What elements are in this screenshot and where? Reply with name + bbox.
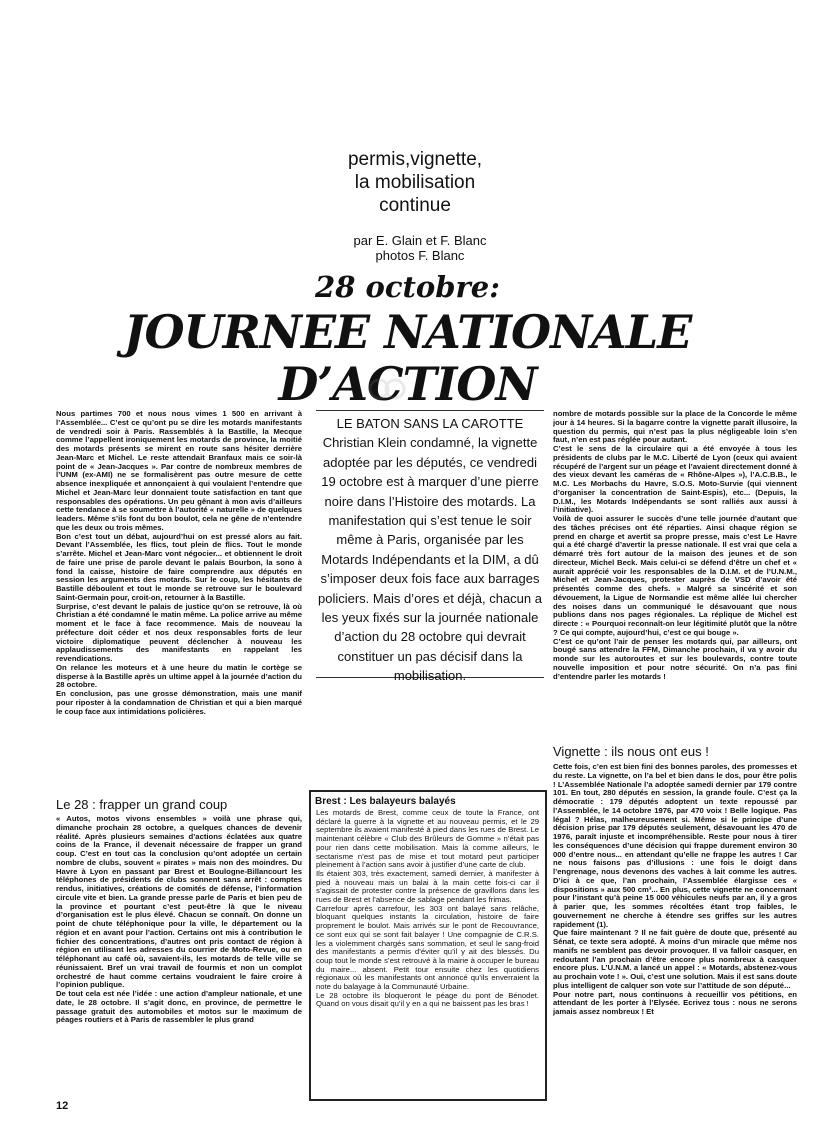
paragraph: En conclusion, pas une grosse démonstration, mais une manif pour riposter à la condamnation de Christian et qui a bien marqué le coup face aux intimidations policières.	[56, 689, 302, 716]
headline-line: la mobilisation	[354, 172, 476, 193]
brest-sidebar	[309, 790, 547, 1101]
left-column-b	[56, 815, 302, 1090]
paragraph: Les motards de Brest, comme ceux de toute la France, ont déclaré la guerre à la vignette et au nouveau permis, et le 29 septembre ils avaient manifesté à pied dans les rues de Brest. Le maintenant célèbre « Club des Brûleurs de Gomme » n’était pas pour rien dans cette mobilisation. Mais là comme ailleurs, le sectarisme n’est pas de mise et tout motard peut participer pleinement à l’action sans avoir à justifier d’une carte de club.	[316, 809, 539, 870]
watermark-logo-icon	[367, 377, 407, 401]
right-column-b	[553, 763, 797, 1103]
headline-line: permis,vignette,	[347, 149, 483, 170]
subhead-left: Le 28 : frapper un grand coup	[56, 797, 228, 812]
right-column	[553, 410, 797, 723]
subhead-right: Vignette : ils nous ont eus !	[553, 744, 709, 759]
date-title: 28 octobre:	[315, 270, 500, 304]
paragraph: Voilà de quoi assurer le succès d’une telle journée d’autant que des tâches précises ont été réparties. Ainsi chaque région se prend en charge et avertit sa propre presse, mais c’est Le Havre qui a été chargé d’avertir la presse nationale. Il est vrai que cela a démarré très fort autour de la maison des jeunes et de son directeur, Michel Beck. Mais celui-ci se défend d’être un chef et « aurait apprécié voir les responsables de la D.I.M. et de l’U.N.M., Michel et Jean-Jacques, protester auprès de VSD d’avoir été présentés comme des chefs. » Malgré sa sincérité et son dévouement, la Ligue de Normandie est même allée lui chercher des noises dans un communiqué le désavouant que nous publions dans nos pages régionales. La réplique de Michel est directe : « Pourquoi reconnaît-on leur légitimité plutôt que la nôtre ? Ce qui compte, aujourd’hui, c’est ce qui bouge ».	[553, 514, 797, 637]
paragraph: Bon c’est tout un débat, aujourd’hui on est pressé alors au fait. Devant l’Assemblée, les flics, tout plein de flics. Tout le monde s’arrête. Michel et Jean-Marc vont négocier... et obtiennent le droit de faire une prise de parole devant le palais Bourbon, la sono à fond la caisse, histoire de faire comprendre aux députés en session les arguments des motards. Sur le coup, les hésitants de Bastille déboulent et tout le monde se retrouve sur le boulevard Saint-Germain pour, croit-on, retourner à la Bastille.	[56, 531, 302, 602]
main-title-line-2: D’ACTION	[278, 357, 537, 411]
headline-line: continue	[379, 195, 451, 216]
main-title-line-1: JOURNEE NATIONALE	[123, 305, 692, 359]
paragraph: C’est ce qu’ont l’air de penser les motards qui, par ailleurs, ont bougé sans attendre la FFM, Dimanche prochain, il va y avoir du monde sur les autoroutes et sur les boulevards, contre toute nouvelle imposition et pour notre sécurité. On n’a pas fini d’entendre parler les motards !	[553, 636, 797, 681]
paragraph: Carrefour après carrefour, les 303 ont balayé sans relâche, bloquant quelques instants la circulation, histoire de faire proprement le boulot. Mais arrivés sur le pont de Recouvrance, ce sont eux qui se sont fait balayer ! Une compagnie de C.R.S. les a violemment chargés sans sommation, et seul le sang-froid des manifestants a permis d’éviter qu’il y ait des blessés. Du coup tout le monde s’est retrouvé à la mairie à occuper le bureau du maire... absent. Petit tour ensuite chez les quotidiens régionaux où les manifestants ont annoncé qu’ils enverraient la note du balayage à la Communauté Urbaine.	[316, 903, 539, 992]
brest-title: Brest : Les balayeurs balayés	[315, 796, 456, 807]
paragraph: Que faire maintenant ? Il ne fait guère de doute que, présenté au Sénat, ce texte sera adopté. À moins d’un miracle que même nos manifs ne semblent pas devoir provoquer. Il va falloir casquer, en redoutant l’an prochain d’être encore plus nombreux à casquer encore plus. L’U.N.M. a lancé un appel : « Motards, abstenez-vous au prochain vote ! ». Oui, c’est une solution. Mais il est sans doute plus intelligent de calquer son vote sur l’attitude de son député...	[553, 928, 797, 990]
paragraph: Le 28 octobre ils bloqueront le péage du pont de Bénodet. Quand on vous disait qu’il y en a qui ne baissent pas les bras !	[316, 990, 539, 1009]
paragraph: Pour notre part, nous continuons à recueillir vos pétitions, en attendant de les porter à l’Elysée. Ecrivez tous : nous ne serons jamais assez nombreux ! Et	[553, 989, 797, 1016]
brest-body	[316, 809, 539, 1089]
paragraph: Nous partimes 700 et nous nous vimes 1 500 en arrivant à l’Assemblée... C’est ce qu’ont pu se dire les motards manifestants de vendredi soir à Paris. Rassemblés à la Bastille, la Mecque comme l’appellent ironiquement les motards de province, la moitié des motards présents se mirent en route sans hésiter derrière Jean-Marc et Michel. Le reste attendait Branfaux mais ce soir-là point de « Jean-Jacques ». Par contre de nombreux membres de l’UNM (ex-AMI) ne se formalisèrent pas outre mesure de cette absence inexpliquée et annonçaient à qui voulaient l’entendre que Michel et Jean-Marc leur donnaient toute satisfaction en tant que responsables des opérations. Un peu gênant à mon avis d’ailleurs cette tendance à se soumettre à l’autorité « naturelle » de quelques leaders. Même s’ils font du bon boulot, cela ne gêne de n’entendre que les deux ou trois mêmes.	[56, 410, 302, 532]
paragraph: On relance les moteurs et à une heure du matin le cortège se disperse à la Bastille après un ultime appel à la journée d’action du 28 octobre.	[56, 662, 302, 690]
byline-authors: par E. Glain et F. Blanc	[353, 233, 487, 248]
byline	[330, 233, 510, 263]
lead-text: LE BATON SANS LA CAROTTE Christian Klein condamné, la vignette adoptée par les députés, ce vendredi 19 octobre est à marquer d’une pierre noire dans l’Histoire des motards. La manifestation qui s’est tenue le soir même à Paris, organisée par les Motards Indépendants et la DIM, a dû s’imposer deux fois face aux barrages policiers. Mais d’ores et déjà, chacun a les yeux fixés sur la journée nationale d’action du 28 octobre qui devrait constituer un pas décisif dans la mobilisation.	[317, 416, 542, 684]
paragraph: « Autos, motos vivons ensembles » voilà une phrase qui, dimanche prochain 28 octobre, a quelques chances de devenir réalité. Après plusieurs semaines d’actions éclatées aux quatre coins de la France, il devenait nécessaire de frapper un grand coup. C’est en tout cas la conclusion qu’ont adoptée un certain nombre de clubs, souvent « pirates » mais non des moindres. Du Havre à Lyon en passant par Brest et Boulogne-Billancourt les téléphones de présidents de clubs sonnent sans arrêt : comptes rendus, initiatives, créations de comités de défense, l’information circule vite et bien. La grande presse parle de Paris et bien peu de la province et pourtant c’est peut-être là que le niveau d’organisation est le plus élevé. Chacun se connaît. On donne un point de chute téléphonique pour la ville, le département ou la région et en avant pour l’action. Certains ont mis à contribution le fichier des concentrations, d’autres ont pris contact de région à région en utilisant les adresses du courrier de Moto-Revue, ou en téléphonant au café où, savaient-ils, les motards de telle ville se réunissaient. Bref un vrai travail de fourmis et non un complot orchestré de haut comme certains voudraient le faire croire à l’opinion publique.	[56, 815, 302, 990]
paragraph: De tout cela est née l’idée : une action d’ampleur nationale, et une date, le 28 octobre. Il s’agit donc, en province, de permettre le passage gratuit des automobiles et motos sur le maximum de péages routiers et à Paris de rassembler le plus grand	[56, 989, 302, 1025]
paragraph: Cette fois, c’en est bien fini des bonnes paroles, des promesses et du reste. La vignette, on l’a bel et bien dans le dos, pour être polis ! L’Assemblée Nationale l’a adoptée samedi dernier par 179 contre 101. En tout, 280 députés en session, la grande foule. C’est ça la démocratie : 179 députés adoptent un texte repoussé par l’Assemblée, le 14 octobre 1976, par 470 voix ! Belle logique. Pas légal ? Hélas, malheureusement si. Même si le principe d’une décision prise par 179 députés seulement, désavouant les 470 de 1976, paraît injuste et incompréhensible. Reste pour nous à tirer les conséquences d’une décision qui frappe durement environ 30 000 d’entre nous... en attendant qu’elle ne frappe les autres ! Car ne nous faisons pas d’illusions : une fois le doigt dans l’engrenage, nous devenons des vaches à lait comme les autres. D’ici à ce que, l’an prochain, l’Assemblée élargisse ces « dispositions » aux 500 cm³... En plus, cette vignette ne concernant pour l’instant qu’à peine 15 000 véhicules neufs par an, il y a gros à parier que, les sommes récoltées étant trop faibles, le gouvernement ne cherche à étendre ses griffes sur les autres rapidement (1).	[553, 763, 797, 929]
lead-box	[316, 410, 544, 684]
paragraph: Ils étaient 303, très exactement, samedi dernier, à manifester à pied à nouveau mais un balai à la main cette fois-ci car il s’agissait de protester contre la présence de gravillons dans les rues de Brest et l’absence de sablage pendant les frimas.	[316, 868, 539, 905]
paragraph: nombre de motards possible sur la place de la Concorde le même jour à 14 heures. Si la bagarre contre la vignette paraît illusoire, la question du permis, qui n’est pas la plus négligeable loin s’en faut, n’en est pas réglée pour autant.	[553, 410, 797, 445]
left-column	[56, 410, 302, 783]
paragraph: Surprise, c’est devant le palais de justice qu’on se retrouve, là où Christian a été condamné le matin même. La police arrive au même moment et le face à face recommence. Mais de nouveau la préfecture doit céder et nos deux responsables forts de leur victoire diplomatique peuvent déclencher à nouveau les applaudissements des manifestants en rappelant les revendications.	[56, 601, 302, 663]
headline	[300, 148, 530, 217]
page-number: 12	[56, 1100, 69, 1112]
byline-photos: photos F. Blanc	[375, 248, 465, 263]
paragraph: C’est le sens de la circulaire qui a été envoyée à tous les présidents de clubs par le M.C. Liberté de Lyon (ceux qui avaient récupéré de l’argent sur un péage et l’avaient directement donné à des vieux devant les caméras de « Rhône-Alpes »), l’A.C.B.B., le M.C. Les Morbachs du Havre, S.O.S. Moto-Survie (qui viennent d’organiser la concentration de Saint-Espis), etc... (Depuis, la D.I.M., les Motards Indépendants se sont ralliés aux aussi à l’initiative).	[553, 444, 797, 515]
